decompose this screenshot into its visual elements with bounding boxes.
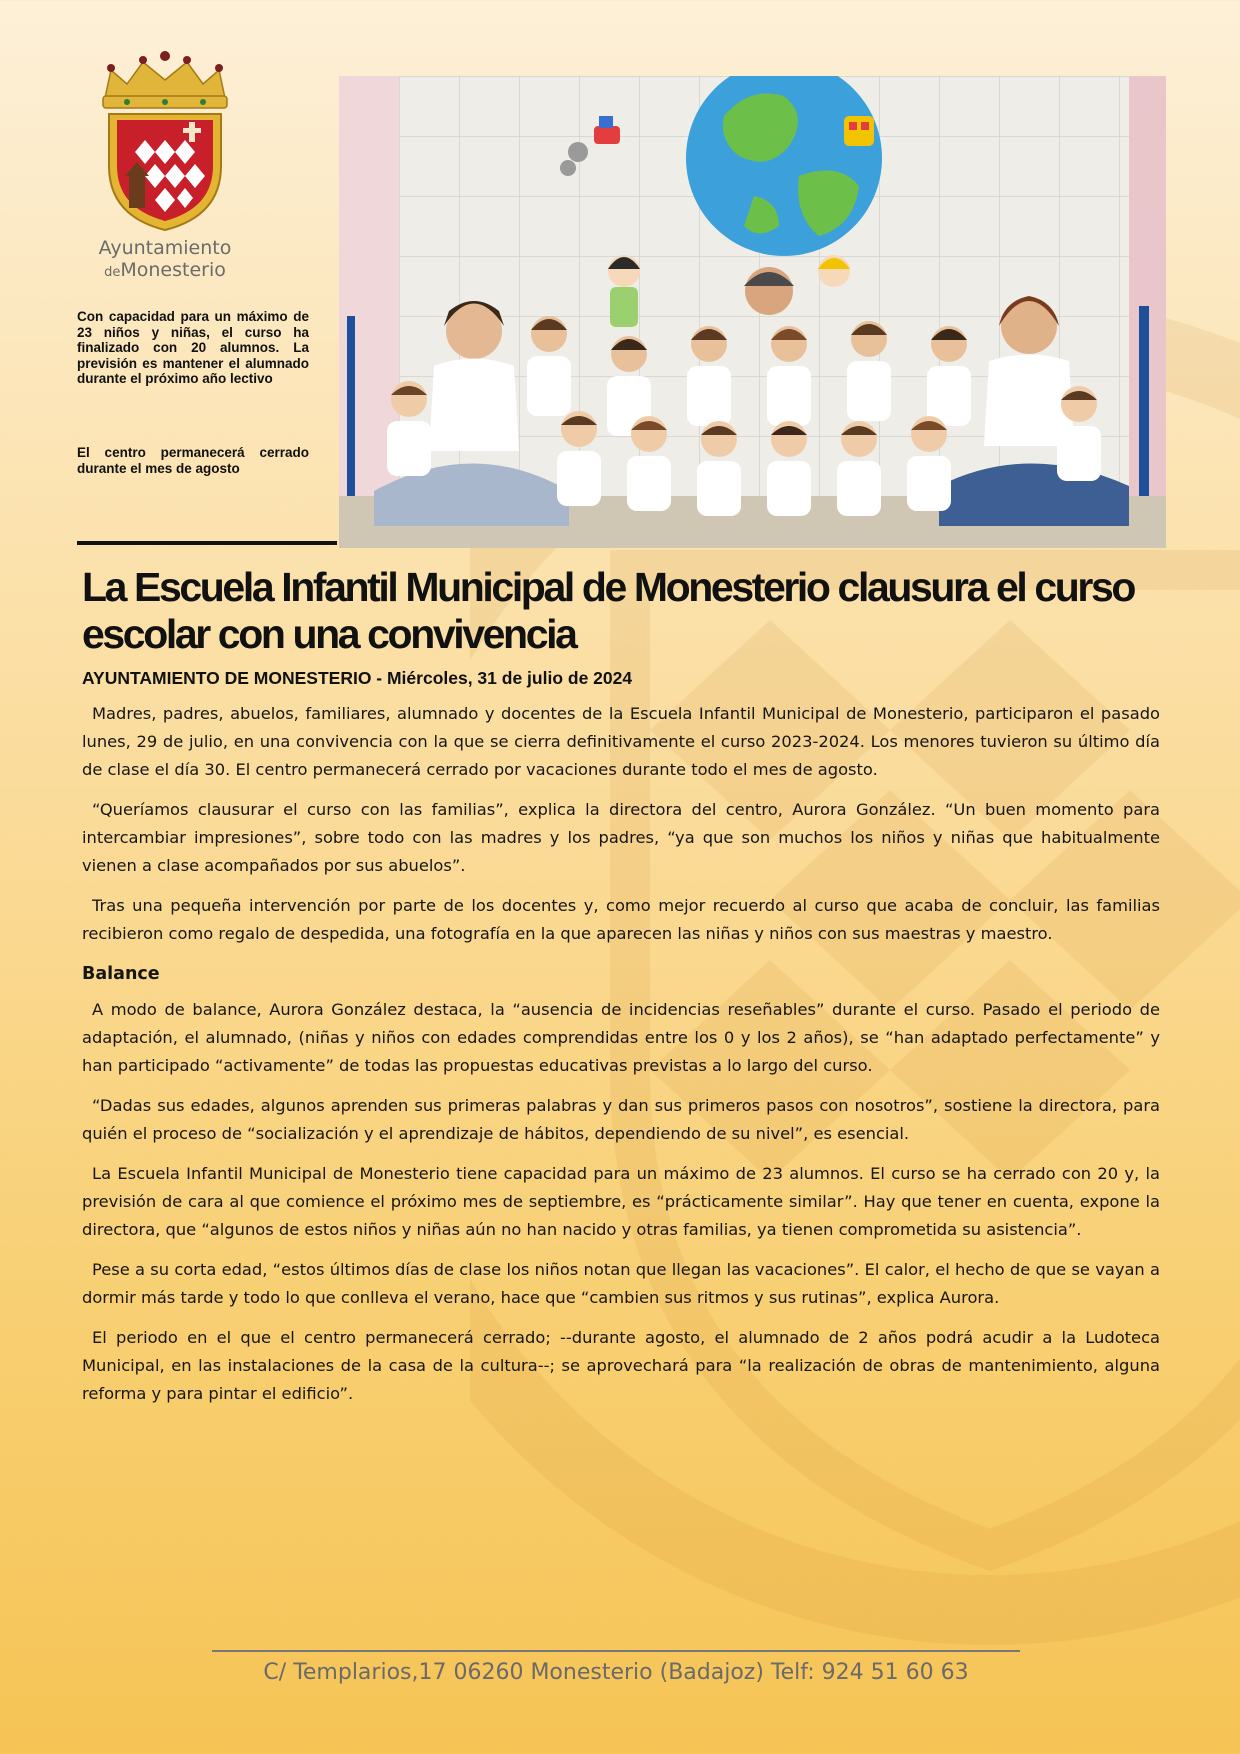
side-note-capacity: Con capacidad para un máximo de 23 niños y niñas, el curso ha finalizado con 20 alumnos. La previsión es mantener el alumnado durante el próximo año lectivo [77,309,309,386]
coat-of-arms-icon [97,48,233,233]
article-paragraph: El periodo en el que el centro permanecerá cerrado; --durante agosto, el alumnado de 2 años podrá acudir a la Ludoteca Municipal, en las instalaciones de la casa de la cultura--; se aprovechará para “la realización de obras de mantenimiento, alguna reforma y para pintar el edificio”. [82,1328,1160,1403]
section-heading-balance: Balance [82,964,160,984]
article-paragraph: A modo de balance, Aurora González destaca, la “ausencia de incidencias reseñables” durante el curso. Pasado el periodo de adaptación, el alumnado, (niñas y niños con edades comprendidas entre los 0 y los 2 años), se “han adaptado perfectamente” y han participado “activamente” de todas las propuestas educativas previstas a lo largo del curso. [82,1000,1160,1075]
logo-line2 [90,259,240,284]
divider [77,541,337,545]
footer-divider [212,1650,1020,1652]
logo-town-name: Monesterio [120,259,226,281]
photo-illustration [339,76,1166,548]
article-paragraph: Tras una pequeña intervención por parte de los docentes y, como mejor recuerdo al curso que acaba de concluir, las familias recibieron como regalo de despedida, una fotografía en la que aparecen las niñas y niños con sus maestras y maestro. [82,896,1160,943]
municipal-logo [90,48,240,284]
logo-line1: Ayuntamiento [98,237,232,259]
article-paragraph: La Escuela Infantil Municipal de Monesterio tiene capacidad para un máximo de 23 alumnos. El curso se ha cerrado con 20 y, la previsión de cara al que comience el próximo mes de septiembre, es “prácticamente similar”. Hay que tener en cuenta, expone la directora, que “algunos de estos niños y niñas aún no han nacido y otras familias, ya tienen comprometida su asistencia”. [82,1164,1160,1239]
article-dateline: AYUNTAMIENTO DE MONESTERIO - Miércoles, 31 de julio de 2024 [82,668,633,688]
logo-wordmark [90,237,240,284]
article-headline: La Escuela Infantil Municipal de Monesterio clausura el curso escolar con una convivencia [82,564,1135,657]
group-photo [339,76,1166,548]
article-paragraph: “Queríamos clausurar el curso con las familias”, explica la directora del centro, Aurora González. “Un buen momento para intercambiar impresiones”, sobre todo con las madres y los padres, “ya que son muchos los niños y niñas que habitualmente vienen a clase acompañados por sus abuelos”. [82,800,1160,875]
side-note-closure: El centro permanecerá cerrado durante el mes de agosto [77,445,309,476]
article-paragraph: Madres, padres, abuelos, familiares, alumnado y docentes de la Escuela Infantil Municipal de Monesterio, participaron el pasado lunes, 29 de julio, en una convivencia con la que se cierra definitivamente el curso 2023-2024. Los menores tuvieron su último día de clase el día 30. El centro permanecerá cerrado por vacaciones durante todo el mes de agosto. [82,704,1160,779]
footer-address: C/ Templarios,17 06260 Monesterio (Badajoz) Telf: 924 51 60 63 [263,1660,969,1685]
article-body [82,700,1160,1420]
logo-prefix: de [104,265,121,280]
article-paragraph: “Dadas sus edades, algunos aprenden sus primeras palabras y dan sus primeros pasos con nosotros”, sostiene la directora, para quién el proceso de “socialización y el aprendizaje de hábitos, dependiendo de su nivel”, es esencial. [82,1096,1160,1143]
article-paragraph: Pese a su corta edad, “estos últimos días de clase los niños notan que llegan las vacaciones”. El calor, el hecho de que se vayan a dormir más tarde y todo lo que conlleva el verano, hace que “cambien sus ritmos y sus rutinas”, explica Aurora. [82,1260,1160,1307]
